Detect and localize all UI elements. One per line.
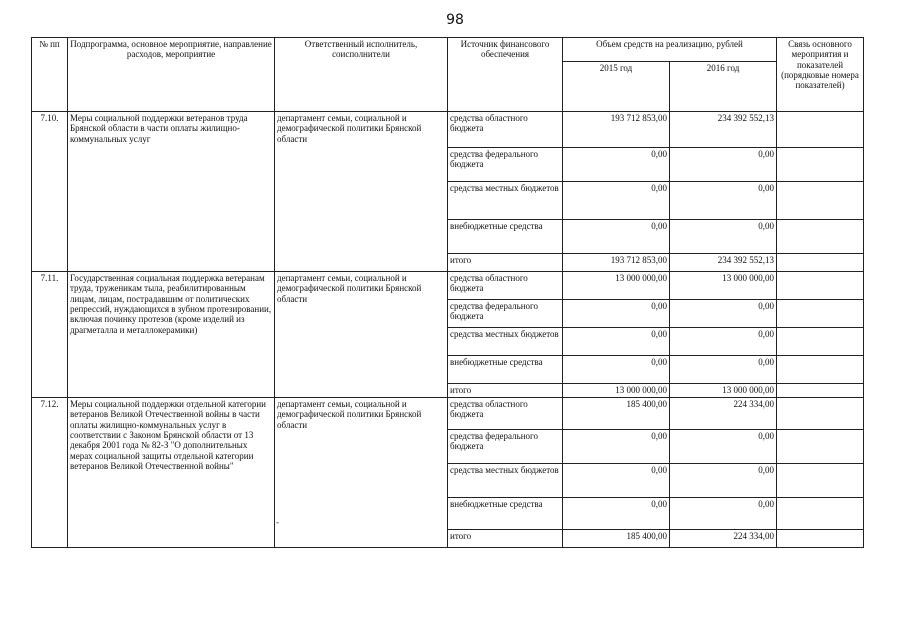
indicator-link-cell [777, 300, 864, 328]
section-number: 7.10. [32, 112, 68, 272]
total-label: итого [448, 254, 563, 272]
amount-y2016: 224 334,00 [670, 530, 777, 548]
table-row [32, 112, 864, 148]
stray-mark: - [276, 517, 279, 527]
amount-y2015: 0,00 [563, 356, 670, 384]
indicator-link-cell [777, 398, 864, 430]
total-label: итого [448, 530, 563, 548]
amount-y2015: 13 000 000,00 [563, 272, 670, 300]
amount-y2015: 185 400,00 [563, 398, 670, 430]
amount-y2016: 0,00 [670, 182, 777, 220]
funding-source: средства местных бюджетов [448, 182, 563, 220]
funding-source: внебюджетные средства [448, 356, 563, 384]
header-funds: Объем средств на реализацию, рублей [563, 38, 777, 62]
amount-y2015: 13 000 000,00 [563, 384, 670, 398]
header-source: Источник финансового обеспечения [448, 38, 563, 112]
indicator-link-cell [777, 112, 864, 148]
section-title: Меры социальной поддержки ветеранов труда Брянской области в части оплаты жилищно-коммунальных услуг [68, 112, 275, 272]
amount-y2016: 234 392 552,13 [670, 112, 777, 148]
funding-source: средства областного бюджета [448, 398, 563, 430]
indicator-link-cell [777, 384, 864, 398]
amount-y2015: 0,00 [563, 430, 670, 464]
indicator-link-cell [777, 272, 864, 300]
funding-source: внебюджетные средства [448, 220, 563, 254]
amount-y2015: 193 712 853,00 [563, 112, 670, 148]
indicator-link-cell [777, 182, 864, 220]
amount-y2015: 0,00 [563, 300, 670, 328]
indicator-link-cell [777, 464, 864, 498]
indicator-link-cell [777, 328, 864, 356]
funding-source: средства местных бюджетов [448, 328, 563, 356]
table-row [32, 398, 864, 430]
funding-source: средства областного бюджета [448, 272, 563, 300]
amount-y2015: 0,00 [563, 328, 670, 356]
amount-y2015: 0,00 [563, 498, 670, 530]
indicator-link-cell [777, 220, 864, 254]
section-title: Меры социальной поддержки отдельной категории ветеранов Великой Отечественной войны в части оплаты жилищно-коммунальных услуг в соответствии с Законом Брянской области от 13 декабря 2001 года № 82-З "О дополнительных мерах социальной защиты отдельной категории ветеранов Великой Отечественной войны" [68, 398, 275, 548]
amount-y2016: 0,00 [670, 220, 777, 254]
total-label: итого [448, 384, 563, 398]
funding-source: внебюджетные средства [448, 498, 563, 530]
amount-y2015: 0,00 [563, 182, 670, 220]
amount-y2016: 0,00 [670, 498, 777, 530]
section-executor: департамент семьи, социальной и демографической политики Брянской области [275, 112, 448, 272]
amount-y2015: 0,00 [563, 220, 670, 254]
amount-y2016: 234 392 552,13 [670, 254, 777, 272]
indicator-link-cell [777, 530, 864, 548]
table-body [32, 112, 864, 548]
amount-y2016: 0,00 [670, 328, 777, 356]
funding-source: средства федерального бюджета [448, 148, 563, 182]
header-no: № пп [32, 38, 68, 112]
section-number: 7.11. [32, 272, 68, 398]
section-executor: департамент семьи, социальной и демографической политики Брянской области [275, 398, 448, 548]
page-number: 98 [446, 12, 464, 28]
amount-y2016: 0,00 [670, 464, 777, 498]
table-row [32, 272, 864, 300]
header-subprogram: Подпрограмма, основное мероприятие, направление расходов, мероприятие [68, 38, 275, 112]
amount-y2016: 0,00 [670, 430, 777, 464]
section-executor: департамент семьи, социальной и демографической политики Брянской области [275, 272, 448, 398]
amount-y2015: 185 400,00 [563, 530, 670, 548]
amount-y2016: 0,00 [670, 300, 777, 328]
indicator-link-cell [777, 430, 864, 464]
amount-y2016: 224 334,00 [670, 398, 777, 430]
amount-y2016: 13 000 000,00 [670, 384, 777, 398]
amount-y2016: 0,00 [670, 148, 777, 182]
amount-y2015: 193 712 853,00 [563, 254, 670, 272]
amount-y2015: 0,00 [563, 148, 670, 182]
section-number: 7.12. [32, 398, 68, 548]
funding-source: средства федерального бюджета [448, 300, 563, 328]
funding-source: средства областного бюджета [448, 112, 563, 148]
amount-y2016: 13 000 000,00 [670, 272, 777, 300]
amount-y2015: 0,00 [563, 464, 670, 498]
indicator-link-cell [777, 356, 864, 384]
indicator-link-cell [777, 148, 864, 182]
funding-source: средства федерального бюджета [448, 430, 563, 464]
indicator-link-cell [777, 498, 864, 530]
header-executor: Ответственный исполнитель, соисполнители [275, 38, 448, 112]
header-link: Связь основного мероприятия и показателей (порядковые номера показателей) [777, 38, 864, 112]
section-title: Государственная социальная поддержка ветеранам труда, труженикам тыла, реабилитированным лицам, лицам, пострадавшим от политических репрессий, нуждающихся в зубном протезировании, включая починку протезов (кроме изделий из драгметалла и металлокерамики) [68, 272, 275, 398]
header-year-2015: 2015 год [563, 62, 670, 112]
funding-source: средства местных бюджетов [448, 464, 563, 498]
header-year-2016: 2016 год [670, 62, 777, 112]
funding-table [31, 37, 864, 548]
amount-y2016: 0,00 [670, 356, 777, 384]
indicator-link-cell [777, 254, 864, 272]
